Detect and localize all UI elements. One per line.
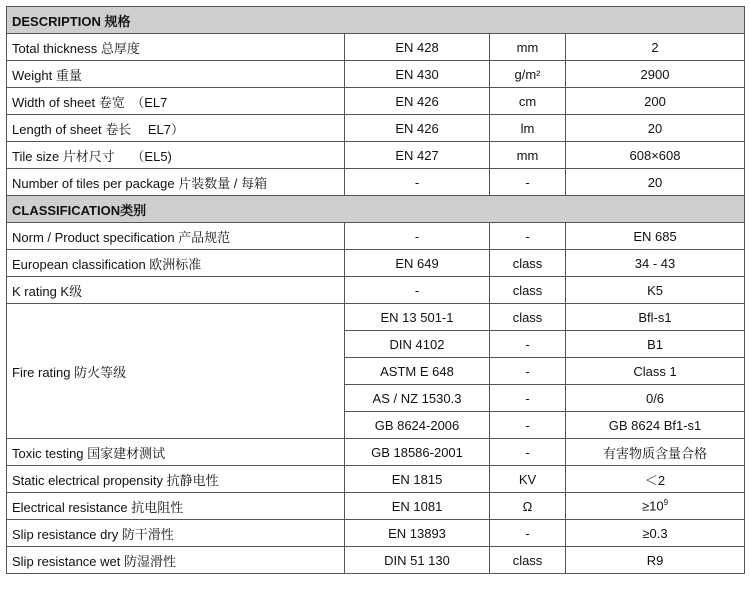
value-exponent: 9 bbox=[663, 498, 669, 508]
value: GB 8624 Bf1-s1 bbox=[566, 412, 745, 439]
unit: cm bbox=[490, 88, 566, 115]
value bbox=[566, 115, 745, 142]
unit: class bbox=[490, 304, 566, 331]
spec-table-body bbox=[7, 7, 745, 574]
table-row bbox=[7, 61, 745, 88]
test-standard: EN 1081 bbox=[345, 493, 490, 520]
table-row bbox=[7, 88, 745, 115]
section-title: DESCRIPTION 规格 bbox=[7, 7, 745, 34]
description-header bbox=[7, 7, 745, 34]
table-row bbox=[7, 277, 745, 304]
unit: class bbox=[490, 277, 566, 304]
unit: g/m² bbox=[490, 61, 566, 88]
value bbox=[566, 493, 745, 520]
value: B1 bbox=[566, 331, 745, 358]
unit: - bbox=[490, 223, 566, 250]
property-label: Weight 重量 bbox=[7, 61, 345, 88]
test-standard: - bbox=[345, 169, 490, 196]
property-label: Slip resistance wet 防湿滑性 bbox=[7, 547, 345, 574]
value bbox=[566, 169, 745, 196]
value bbox=[566, 34, 745, 61]
property-label: K rating K级 bbox=[7, 277, 345, 304]
table-row bbox=[7, 439, 745, 466]
test-standard: - bbox=[345, 223, 490, 250]
value-text: ≥10 bbox=[641, 498, 664, 514]
property-label: Slip resistance dry 防干滑性 bbox=[7, 520, 345, 547]
value: Bfl-s1 bbox=[566, 304, 745, 331]
value bbox=[566, 277, 745, 304]
test-standard: GB 18586-2001 bbox=[345, 439, 490, 466]
test-standard: - bbox=[345, 277, 490, 304]
test-standard: ASTM E 648 bbox=[345, 358, 490, 385]
unit: - bbox=[490, 169, 566, 196]
value bbox=[566, 250, 745, 277]
value-text: 20 bbox=[647, 120, 663, 136]
table-row bbox=[7, 34, 745, 61]
value-text: 200 bbox=[644, 93, 666, 109]
unit: - bbox=[490, 385, 566, 412]
table-row bbox=[7, 547, 745, 574]
table-row bbox=[7, 520, 745, 547]
unit: lm bbox=[490, 115, 566, 142]
unit: Ω bbox=[490, 493, 566, 520]
classification-header bbox=[7, 196, 745, 223]
test-standard: EN 427 bbox=[345, 142, 490, 169]
test-standard: EN 13 501-1 bbox=[345, 304, 490, 331]
value-text: 20 bbox=[647, 174, 663, 190]
property-label: Norm / Product specification 产品规范 bbox=[7, 223, 345, 250]
spec-table bbox=[6, 6, 745, 574]
value: 0/6 bbox=[566, 385, 745, 412]
table-row bbox=[7, 169, 745, 196]
property-label: Length of sheet 卷长 EL7） bbox=[7, 115, 345, 142]
value bbox=[566, 142, 745, 169]
test-standard: EN 428 bbox=[345, 34, 490, 61]
table-row bbox=[7, 223, 745, 250]
test-standard: GB 8624-2006 bbox=[345, 412, 490, 439]
unit: mm bbox=[490, 34, 566, 61]
value-text: 2900 bbox=[640, 66, 670, 82]
unit: - bbox=[490, 358, 566, 385]
test-standard: EN 1815 bbox=[345, 466, 490, 493]
table-row bbox=[7, 493, 745, 520]
value bbox=[566, 439, 745, 466]
test-standard: EN 426 bbox=[345, 115, 490, 142]
unit: - bbox=[490, 412, 566, 439]
value bbox=[566, 466, 745, 493]
table-row bbox=[7, 142, 745, 169]
table-row bbox=[7, 115, 745, 142]
value bbox=[566, 223, 745, 250]
test-standard: EN 426 bbox=[345, 88, 490, 115]
value-text: ＜2 bbox=[644, 472, 666, 488]
value-text: R9 bbox=[646, 552, 664, 568]
value: Class 1 bbox=[566, 358, 745, 385]
table-row bbox=[7, 466, 745, 493]
value bbox=[566, 88, 745, 115]
test-standard: AS / NZ 1530.3 bbox=[345, 385, 490, 412]
property-label: Toxic testing 国家建材测试 bbox=[7, 439, 345, 466]
property-label: Electrical resistance 抗电阻性 bbox=[7, 493, 345, 520]
value-text: 2 bbox=[651, 39, 659, 55]
property-label: Number of tiles per package 片装数量 / 每箱 bbox=[7, 169, 345, 196]
unit: - bbox=[490, 439, 566, 466]
test-standard: EN 430 bbox=[345, 61, 490, 88]
fire-rating-label: Fire rating 防火等级 bbox=[7, 304, 345, 439]
property-label: Static electrical propensity 抗静电性 bbox=[7, 466, 345, 493]
test-standard: DIN 51 130 bbox=[345, 547, 490, 574]
test-standard: EN 649 bbox=[345, 250, 490, 277]
unit: KV bbox=[490, 466, 566, 493]
unit: class bbox=[490, 250, 566, 277]
value bbox=[566, 547, 745, 574]
value-text: K5 bbox=[647, 282, 663, 298]
value-text: 608×608 bbox=[629, 147, 681, 163]
test-standard: EN 13893 bbox=[345, 520, 490, 547]
unit: class bbox=[490, 547, 566, 574]
value bbox=[566, 520, 745, 547]
property-label: European classification 欧洲标准 bbox=[7, 250, 345, 277]
value-text: ≥0.3 bbox=[642, 525, 668, 541]
unit: - bbox=[490, 520, 566, 547]
section-title: CLASSIFICATION类别 bbox=[7, 196, 745, 223]
fire-rating-row bbox=[7, 304, 745, 331]
table-row bbox=[7, 250, 745, 277]
value-text: 有害物质含量合格 bbox=[603, 445, 708, 461]
property-label: Total thickness 总厚度 bbox=[7, 34, 345, 61]
spec-sheet bbox=[6, 6, 745, 574]
value bbox=[566, 61, 745, 88]
property-label: Width of sheet 卷宽 （EL7 bbox=[7, 88, 345, 115]
value-text: EN 685 bbox=[633, 228, 677, 244]
unit: mm bbox=[490, 142, 566, 169]
property-label: Tile size 片材尺寸 （EL5) bbox=[7, 142, 345, 169]
value-text: 34 - 43 bbox=[634, 255, 676, 271]
test-standard: DIN 4102 bbox=[345, 331, 490, 358]
unit: - bbox=[490, 331, 566, 358]
